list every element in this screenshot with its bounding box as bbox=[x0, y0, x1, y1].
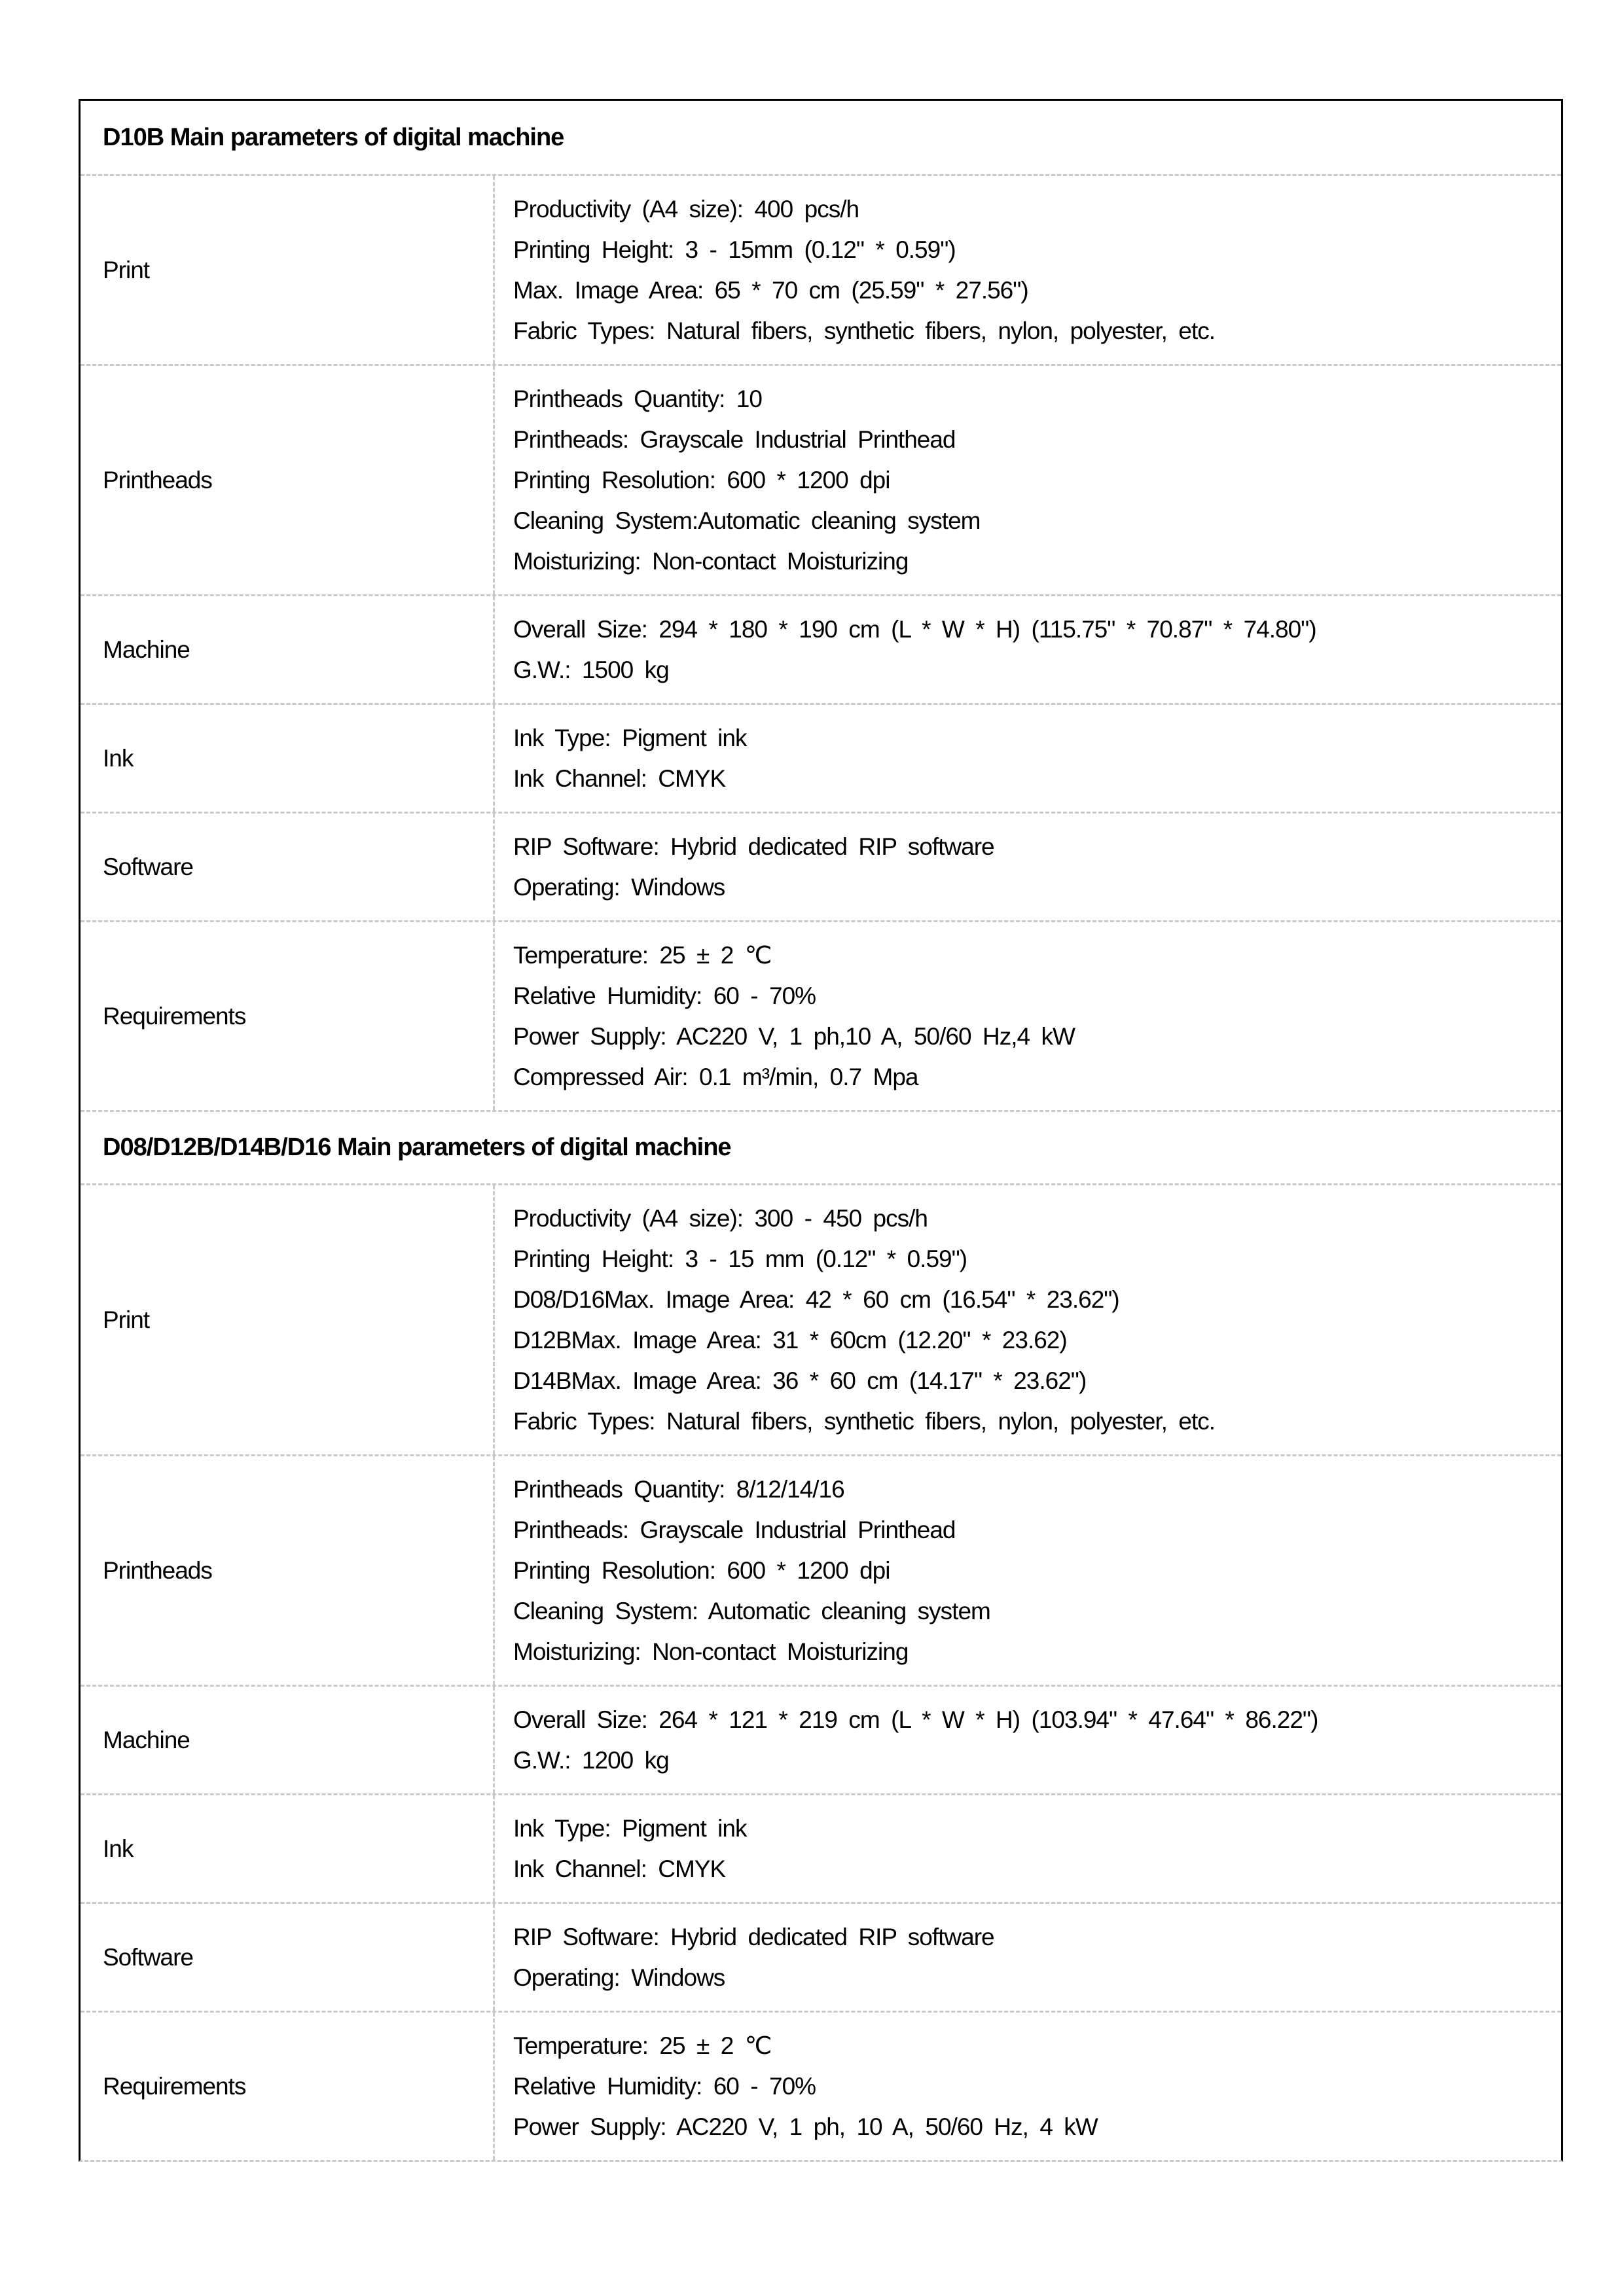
spec-line: Printheads: Grayscale Industrial Printhead bbox=[513, 1516, 956, 1543]
spec-line: Productivity (A4 size): 400 pcs/h bbox=[513, 195, 859, 223]
spec-line: Cleaning System: Automatic cleaning system bbox=[513, 1597, 990, 1624]
row-label: Software bbox=[103, 853, 194, 880]
spec-line: Cleaning System:Automatic cleaning system bbox=[513, 507, 981, 534]
spec-line: Printing Resolution: 600 * 1200 dpi bbox=[513, 1556, 890, 1584]
row-content bbox=[493, 366, 1561, 594]
spec-line: Ink Channel: CMYK bbox=[513, 1855, 726, 1882]
spec-line: Printing Resolution: 600 * 1200 dpi bbox=[513, 466, 890, 493]
spec-line: Moisturizing: Non-contact Moisturizing bbox=[513, 547, 909, 575]
spec-line: Printheads: Grayscale Industrial Printhead bbox=[513, 425, 956, 453]
section-header: D10B Main parameters of digital machine bbox=[103, 123, 564, 151]
spec-line: Power Supply: AC220 V, 1 ph, 10 A, 50/60 Hz, 4 kW bbox=[513, 2113, 1098, 2140]
row-content bbox=[493, 705, 1561, 812]
row-content bbox=[493, 1795, 1561, 1902]
row-label: Printheads bbox=[103, 1556, 212, 1584]
spec-line: G.W.: 1200 kg bbox=[513, 1746, 669, 1774]
spec-row bbox=[81, 2011, 1561, 2160]
spec-line: Ink Channel: CMYK bbox=[513, 764, 726, 792]
row-content bbox=[493, 176, 1561, 364]
row-content bbox=[493, 2013, 1561, 2160]
spec-line: Power Supply: AC220 V, 1 ph,10 A, 50/60 Hz,4 kW bbox=[513, 1022, 1075, 1050]
section-header: D08/D12B/D14B/D16 Main parameters of digital machine bbox=[81, 1110, 1561, 1183]
spec-row bbox=[81, 1685, 1561, 1793]
spec-row bbox=[81, 812, 1561, 920]
row-content bbox=[493, 1185, 1561, 1454]
spec-table bbox=[79, 99, 1563, 2162]
spec-line: RIP Software: Hybrid dedicated RIP software bbox=[513, 833, 994, 860]
spec-line: D14BMax. Image Area: 36 * 60 cm (14.17" * 23.62") bbox=[513, 1367, 1087, 1394]
row-label: Machine bbox=[103, 1726, 190, 1753]
spec-line: Temperature: 25 ± 2 ℃ bbox=[513, 941, 772, 969]
spec-row bbox=[81, 364, 1561, 594]
spec-line: Printheads Quantity: 8/12/14/16 bbox=[513, 1475, 844, 1503]
spec-row bbox=[81, 594, 1561, 703]
row-label: Printheads bbox=[103, 466, 212, 493]
row-content bbox=[493, 922, 1561, 1110]
spec-line: Printing Height: 3 - 15mm (0.12" * 0.59") bbox=[513, 236, 956, 263]
spec-line: Operating: Windows bbox=[513, 1964, 725, 1991]
spec-line: Fabric Types: Natural fibers, synthetic fibers, nylon, polyester, etc. bbox=[513, 1407, 1216, 1435]
row-content bbox=[493, 814, 1561, 920]
spec-line: Fabric Types: Natural fibers, synthetic fibers, nylon, polyester, etc. bbox=[513, 317, 1216, 344]
spec-row bbox=[81, 1183, 1561, 1454]
spec-line: RIP Software: Hybrid dedicated RIP software bbox=[513, 1923, 994, 1950]
spec-line: G.W.: 1500 kg bbox=[513, 656, 669, 683]
spec-row bbox=[81, 1454, 1561, 1685]
row-content bbox=[493, 1904, 1561, 2011]
spec-line: Relative Humidity: 60 - 70% bbox=[513, 2072, 816, 2100]
row-content bbox=[493, 1456, 1561, 1685]
row-label: Software bbox=[103, 1943, 194, 1971]
spec-row bbox=[81, 920, 1561, 1110]
spec-line: Productivity (A4 size): 300 - 450 pcs/h bbox=[513, 1204, 928, 1232]
row-label: Machine bbox=[103, 636, 190, 663]
spec-row bbox=[81, 1902, 1561, 2011]
row-label: Print bbox=[103, 256, 150, 283]
spec-line: Operating: Windows bbox=[513, 873, 725, 901]
spec-line: Temperature: 25 ± 2 ℃ bbox=[513, 2032, 772, 2059]
spec-line: Moisturizing: Non-contact Moisturizing bbox=[513, 1638, 909, 1665]
row-label: Requirements bbox=[103, 1002, 246, 1030]
spec-line: Max. Image Area: 65 * 70 cm (25.59" * 27.56") bbox=[513, 276, 1028, 304]
spec-line: Compressed Air: 0.1 m³/min, 0.7 Mpa bbox=[513, 1063, 918, 1090]
spec-line: Ink Type: Pigment ink bbox=[513, 1814, 747, 1842]
row-content bbox=[493, 1687, 1561, 1793]
spec-row bbox=[81, 703, 1561, 812]
spec-line: Printheads Quantity: 10 bbox=[513, 385, 762, 412]
spec-line: Printing Height: 3 - 15 mm (0.12" * 0.59") bbox=[513, 1245, 967, 1272]
spec-line: Ink Type: Pigment ink bbox=[513, 724, 747, 751]
row-label: Print bbox=[103, 1306, 150, 1333]
spec-line: D12BMax. Image Area: 31 * 60cm (12.20" * 23.62) bbox=[513, 1326, 1067, 1354]
row-content bbox=[493, 596, 1561, 703]
spec-line: D08/D16Max. Image Area: 42 * 60 cm (16.54" * 23.62") bbox=[513, 1285, 1119, 1313]
spec-line: Relative Humidity: 60 - 70% bbox=[513, 982, 816, 1009]
spec-line: Overall Size: 264 * 121 * 219 cm (L * W * H) (103.94" * 47.64" * 86.22") bbox=[513, 1706, 1318, 1733]
row-label: Requirements bbox=[103, 2072, 246, 2100]
row-label: Ink bbox=[103, 1835, 134, 1862]
spec-line: Overall Size: 294 * 180 * 190 cm (L * W * H) (115.75" * 70.87" * 74.80") bbox=[513, 615, 1316, 643]
row-label: Ink bbox=[103, 744, 134, 772]
spec-row bbox=[81, 1793, 1561, 1902]
spec-row bbox=[81, 174, 1561, 364]
